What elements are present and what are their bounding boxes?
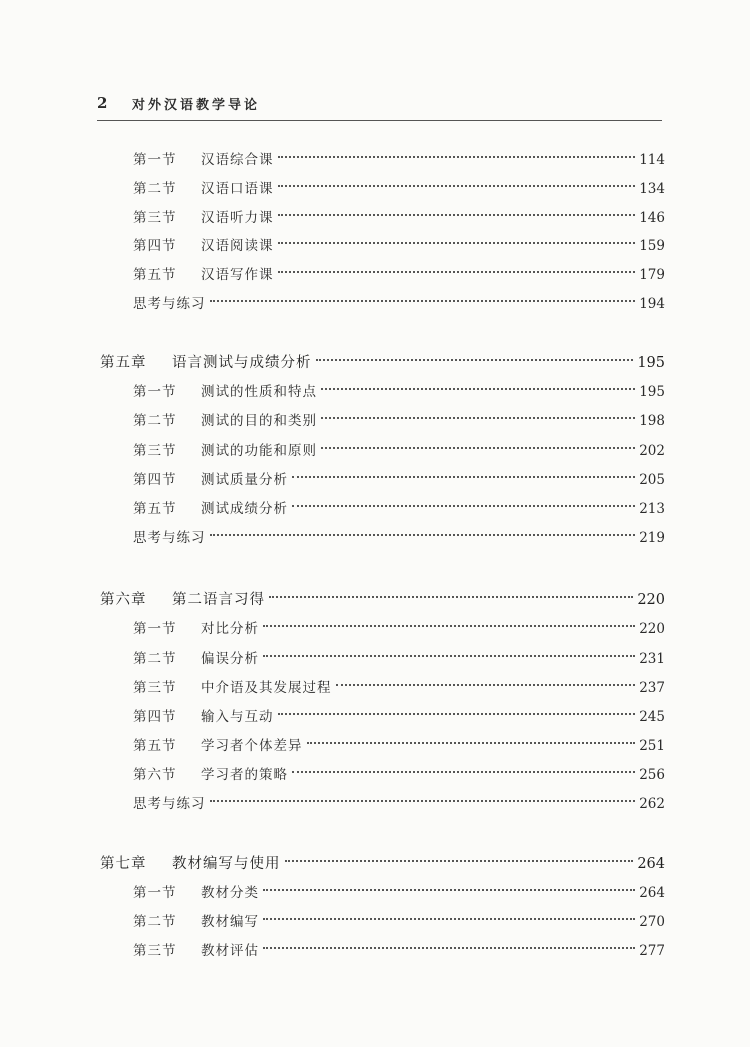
entry-page-number: 146: [639, 210, 665, 226]
entry-label: 第四节: [133, 472, 177, 488]
entry-title: 汉语综合课: [201, 152, 274, 168]
toc-chapter-entry: [100, 853, 665, 875]
toc-section-entry: [133, 440, 665, 462]
dot-leader: [321, 437, 635, 449]
entry-label: 第三节: [133, 680, 177, 696]
entry-title: 教材评估: [201, 943, 259, 959]
entry-heading: [133, 264, 274, 286]
entry-heading: [133, 706, 274, 728]
entry-label: 第一节: [133, 152, 177, 168]
dot-leader: [278, 703, 636, 715]
entry-title: 教材编写与使用: [172, 856, 281, 872]
running-header: [97, 94, 662, 121]
toc-section-entry: [133, 911, 665, 933]
entry-title: 学习者的策略: [201, 767, 288, 783]
entry-title: 测试成绩分析: [201, 501, 288, 517]
entry-heading: [133, 677, 332, 699]
entry-page-number: 264: [637, 856, 665, 872]
toc-section-entry: [133, 381, 665, 403]
toc-section-entry: [133, 940, 665, 962]
entry-title: 中介语及其发展过程: [201, 680, 332, 696]
dot-leader: [210, 524, 636, 536]
entry-title: 汉语口语课: [201, 181, 274, 197]
entry-label: 第二节: [133, 914, 177, 930]
toc-section-entry: [133, 410, 665, 432]
entry-page-number: 220: [637, 592, 665, 608]
entry-title: 思考与练习: [133, 296, 206, 312]
entry-label: 第三节: [133, 943, 177, 959]
toc-section-entry: [133, 882, 665, 904]
dot-leader: [321, 407, 635, 419]
entry-heading: [100, 853, 281, 875]
book-title: 对外汉语教学导论: [132, 98, 261, 113]
dot-leader: [278, 204, 636, 216]
dot-leader: [307, 732, 636, 744]
entry-title: 思考与练习: [133, 530, 206, 546]
entry-title: 教材编写: [201, 914, 259, 930]
entry-label: 第一节: [133, 384, 177, 400]
entry-heading: [133, 764, 288, 786]
entry-title: 第二语言习得: [172, 592, 265, 608]
entry-title: 汉语听力课: [201, 210, 274, 226]
entry-heading: [133, 793, 206, 815]
entry-heading: [100, 352, 312, 374]
entry-label: 第五节: [133, 738, 177, 754]
entry-label: 第一节: [133, 885, 177, 901]
toc-section-entry: [133, 527, 665, 549]
entry-heading: [133, 235, 274, 257]
entry-label: 第二节: [133, 413, 177, 429]
entry-label: 第三节: [133, 210, 177, 226]
entry-page-number: 245: [639, 709, 665, 725]
entry-page-number: 270: [639, 914, 665, 930]
toc-chapter-entry: [100, 352, 665, 374]
page-number: 2: [97, 94, 108, 112]
entry-title: 偏误分析: [201, 651, 259, 667]
entry-page-number: 195: [639, 384, 665, 400]
entry-page-number: 134: [639, 181, 665, 197]
toc-section-entry: [133, 648, 665, 670]
entry-heading: [133, 149, 274, 171]
toc-chapter-entry: [100, 589, 665, 611]
toc-section-entry: [133, 735, 665, 757]
toc-section-entry: [133, 618, 665, 640]
entry-heading: [133, 381, 317, 403]
entry-page-number: 251: [639, 738, 665, 754]
entry-label: 第四节: [133, 709, 177, 725]
entry-page-number: 264: [639, 885, 665, 901]
dot-leader: [263, 908, 635, 920]
dot-leader: [263, 937, 635, 949]
entry-heading: [133, 178, 274, 200]
entry-label: 第四节: [133, 238, 177, 254]
entry-page-number: 202: [639, 443, 665, 459]
entry-heading: [133, 207, 274, 229]
entry-label: 第五节: [133, 267, 177, 283]
entry-label: 第六章: [100, 592, 147, 608]
entry-page-number: 231: [639, 651, 665, 667]
dot-leader: [278, 261, 636, 273]
entry-page-number: 179: [639, 267, 665, 283]
dot-leader: [210, 290, 636, 302]
entry-heading: [133, 911, 259, 933]
toc-section-entry: [133, 235, 665, 257]
entry-label: 第二节: [133, 181, 177, 197]
toc-section-entry: [133, 677, 665, 699]
entry-title: 汉语写作课: [201, 267, 274, 283]
entry-label: 第三节: [133, 443, 177, 459]
entry-title: 测试的目的和类别: [201, 413, 317, 429]
entry-page-number: 205: [639, 472, 665, 488]
toc-section-entry: [133, 793, 665, 815]
entry-heading: [100, 589, 265, 611]
entry-page-number: 277: [639, 943, 665, 959]
entry-heading: [133, 735, 303, 757]
entry-title: 测试质量分析: [201, 472, 288, 488]
entry-page-number: 198: [639, 413, 665, 429]
entry-title: 教材分类: [201, 885, 259, 901]
toc-section-entry: [133, 498, 665, 520]
dot-leader: [292, 761, 635, 773]
entry-heading: [133, 440, 317, 462]
dot-leader: [292, 495, 635, 507]
dot-leader: [292, 466, 635, 478]
entry-title: 测试的性质和特点: [201, 384, 317, 400]
toc-section-entry: [133, 149, 665, 171]
entry-title: 测试的功能和原则: [201, 443, 317, 459]
entry-label: 第五章: [100, 355, 147, 371]
dot-leader: [263, 645, 635, 657]
entry-page-number: 194: [639, 296, 665, 312]
toc-section-entry: [133, 469, 665, 491]
entry-heading: [133, 293, 206, 315]
dot-leader: [263, 879, 635, 891]
entry-heading: [133, 410, 317, 432]
toc-section-entry: [133, 293, 665, 315]
dot-leader: [336, 674, 636, 686]
entry-heading: [133, 940, 259, 962]
entry-title: 对比分析: [201, 621, 259, 637]
entry-heading: [133, 618, 259, 640]
entry-label: 第一节: [133, 621, 177, 637]
entry-heading: [133, 469, 288, 491]
dot-leader: [316, 349, 634, 361]
entry-title: 输入与互动: [201, 709, 274, 725]
entry-title: 语言测试与成绩分析: [172, 355, 312, 371]
entry-title: 思考与练习: [133, 796, 206, 812]
dot-leader: [285, 850, 634, 862]
dot-leader: [321, 378, 635, 390]
dot-leader: [263, 615, 635, 627]
toc-section-entry: [133, 264, 665, 286]
entry-page-number: 213: [639, 501, 665, 517]
entry-page-number: 262: [639, 796, 665, 812]
entry-label: 第二节: [133, 651, 177, 667]
toc-section-entry: [133, 178, 665, 200]
entry-label: 第六节: [133, 767, 177, 783]
dot-leader: [210, 790, 636, 802]
entry-heading: [133, 498, 288, 520]
entry-page-number: 220: [639, 621, 665, 637]
dot-leader: [278, 146, 636, 158]
entry-label: 第五节: [133, 501, 177, 517]
entry-title: 学习者个体差异: [201, 738, 303, 754]
toc-section-entry: [133, 207, 665, 229]
toc-section-entry: [133, 764, 665, 786]
entry-label: 第七章: [100, 856, 147, 872]
entry-heading: [133, 648, 259, 670]
entry-title: 汉语阅读课: [201, 238, 274, 254]
entry-page-number: 237: [639, 680, 665, 696]
dot-leader: [278, 175, 636, 187]
entry-page-number: 114: [639, 152, 665, 168]
entry-page-number: 219: [639, 530, 665, 546]
entry-page-number: 159: [639, 238, 665, 254]
entry-page-number: 256: [639, 767, 665, 783]
entry-heading: [133, 527, 206, 549]
toc-section-entry: [133, 706, 665, 728]
entry-heading: [133, 882, 259, 904]
dot-leader: [278, 232, 636, 244]
dot-leader: [269, 586, 633, 598]
entry-page-number: 195: [637, 355, 665, 371]
